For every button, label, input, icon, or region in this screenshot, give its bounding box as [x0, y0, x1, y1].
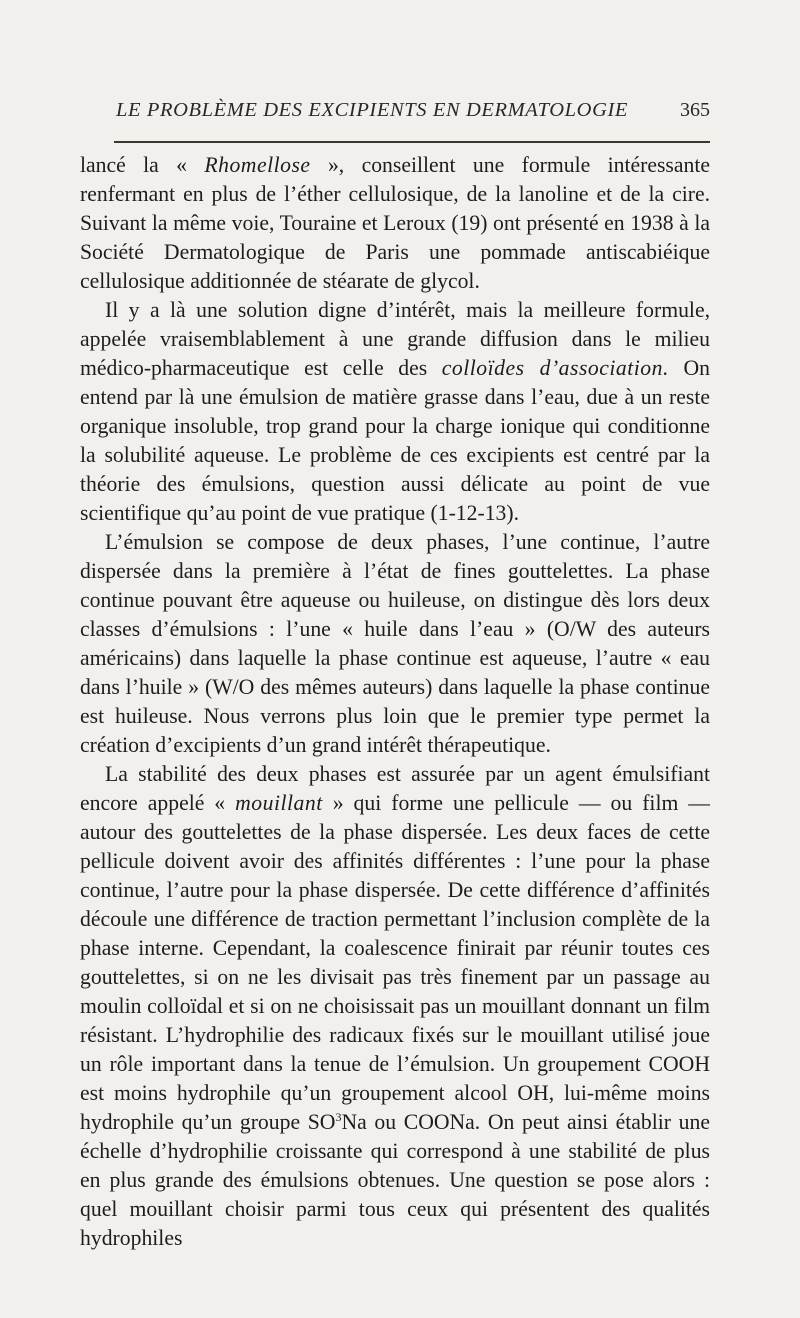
body-text [80, 151, 710, 1253]
text-segment: On entend par là une émulsion de matière grasse dans l’eau, due à un reste organique insoluble, trop grand pour la charge ionique qui conditionne la solubilité aqueuse. Le problème de ces excipients est centré par la théorie des émulsions, question aussi délicate au point de vue scientifique qu’au point de vue pratique (1-12-13). [80, 356, 710, 525]
italic-term: mouillant [235, 791, 323, 815]
paragraph [80, 151, 710, 296]
superscript: 3 [335, 1109, 342, 1124]
text-segment: », conseillent une formule intéressante renfermant en plus de l’éther cellulosique, de la lanoline et de la cire. Suivant la même voie, Touraine et Leroux (19) ont présenté en 1938 à la Société Dermatologique de Paris une pommade antiscabiéique cellulosique additionnée de stéarate de glycol. [80, 153, 710, 293]
italic-term: Rhomellose [204, 153, 311, 177]
text-segment: » qui forme une pellicule — ou film — autour des gouttelettes de la phase dispersée. Les deux faces de cette pellicule doivent avoir des affinités différentes : l’une pour la phase continue, l’autre pour la phase dispersée. De cette différence d’affinités découle une différence de traction permettant l’inclusion complète de la phase interne. Cependant, la coalescence finirait par réunir toutes ces gouttelettes, si on ne les divisait pas très finement par un passage au moulin colloïdal et si on ne choisissait pas un mouillant donnant un film résistant. L’hydrophilie des radicaux fixés sur le mouillant utilisé joue un rôle important dans la tenue de l’émulsion. Un groupement COOH est moins hydrophile qu’un groupement alcool OH, lui-même moins hydrophile qu’un groupe SO [80, 791, 710, 1134]
text-segment: Na ou COONa. On peut ainsi établir une échelle d’hydrophilie croissante qui correspond à une stabilité de plus en plus grande des émulsions obtenues. Une question se pose alors : quel mouillant choisir parmi tous ceux qui présentent des qualités hydrophiles [80, 1110, 710, 1250]
paragraph [80, 760, 710, 1253]
running-header [80, 96, 710, 126]
italic-term: colloïdes d’association. [441, 356, 669, 380]
text-segment: L’émulsion se compose de deux phases, l’une continue, l’autre dispersée dans la première à l’état de fines gouttelettes. La phase continue pouvant être aqueuse ou huileuse, on distingue dès lors deux classes d’émulsions : l’une « huile dans l’eau » (O/W des auteurs américains) dans laquelle la phase continue est aqueuse, l’autre « eau dans l’huile » (W/O des mêmes auteurs) dans laquelle la phase continue est huileuse. Nous verrons plus loin que le premier type permet la création d’excipients d’un grand intérêt thérapeutique. [80, 530, 710, 757]
paragraph [80, 528, 710, 760]
page-number: 365 [680, 99, 710, 121]
text-segment: Il y a là une solution digne d’intérêt, mais la meilleure formule, appelée vraisemblablement à une grande diffusion dans le milieu médico-pharmaceutique est celle des [80, 298, 710, 380]
paragraph [80, 296, 710, 528]
header-rule [114, 141, 710, 143]
text-segment: La stabilité des deux phases est assurée par un agent émulsifiant encore appelé « [80, 762, 710, 815]
text-segment: lancé la « [80, 153, 205, 177]
running-title: LE PROBLÈME DES EXCIPIENTS EN DERMATOLOGIE [116, 99, 629, 121]
